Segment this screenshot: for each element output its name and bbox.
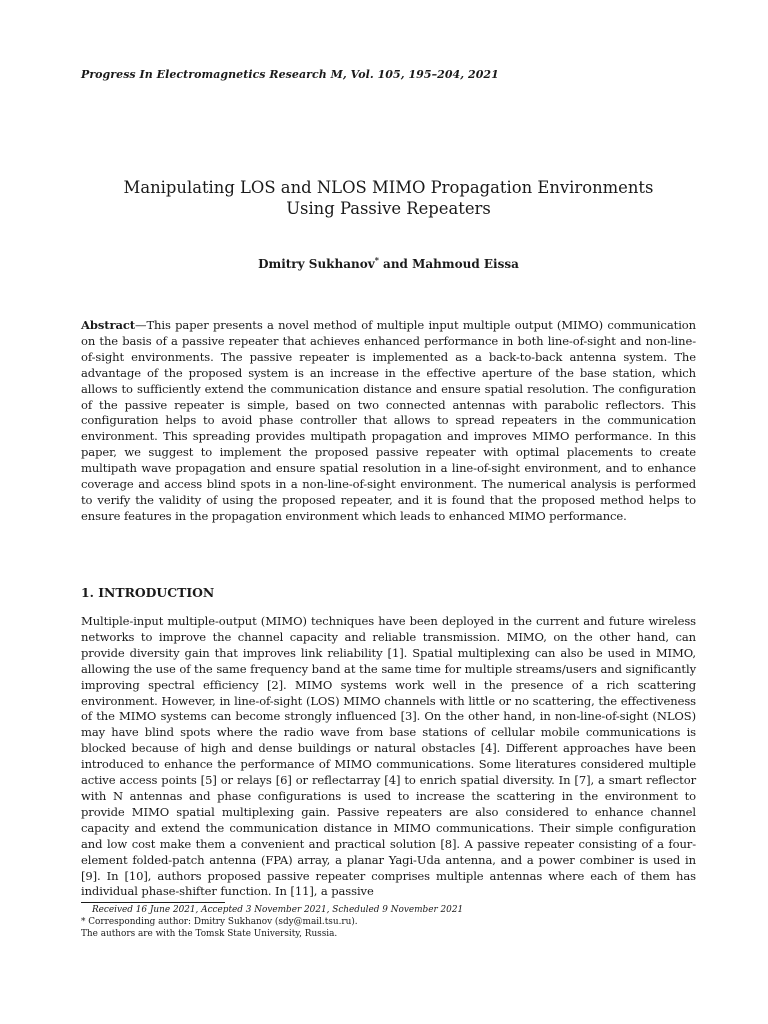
title-line-2: Using Passive Repeaters xyxy=(286,199,491,218)
journal-citation: Progress In Electromagnetics Research M, Vol. 105, 195–204, 2021 xyxy=(81,68,499,81)
introduction-text: Multiple-input multiple-output (MIMO) techniques have been deployed in the current and future wireless networks to improve the channel capacity and reliable transmission. MIMO, on the other hand, can provide diversity gain that improves link reliability [1]. Spatial multiplexing can also be used in MIMO, allowing the use of the same frequency band at the same time for multiple streams/users and significantly improving spectral efficiency [2]. MIMO systems work well in the presence of a rich scattering environment. However, in line-of-sight (LOS) MIMO channels with little or no scattering, the effectiveness of the MIMO systems can become strongly influenced [3]. On the other hand, in non-line-of-sight (NLOS) may have blind spots where the radio wave from base stations of cellular mobile communications is blocked because of high and dense buildings or natural obstacles [4]. Different approaches have been introduced to enhance the performance of MIMO communications. Some literatures considered multiple active access points [5] or relays [6] or reflectarray [4] to enrich spatial diversity. In [7], a smart reflector with N antennas and phase configurations is used to increase the scattering in the environment to provide MIMO spatial multiplexing gain. Passive repeaters are also considered to enhance channel capacity and extend the communication distance in MIMO communications. Their simple configuration and low cost make them a convenient and practical solution [8]. A passive repeater consisting of a four-element folded-patch antenna (FPA) array, a planar Yagi-Uda antenna, and a power combiner is used in [9]. In [10], authors proposed passive repeater comprises multiple antennas where each of them has individual phase-shifter function. In [11], a passive xyxy=(81,614,696,899)
corresponding-author-mark: * xyxy=(374,255,379,265)
abstract-label: Abstract xyxy=(81,318,135,332)
section-heading: 1. INTRODUCTION xyxy=(81,585,215,600)
paper-title xyxy=(81,177,696,219)
title-line-1: Manipulating LOS and NLOS MIMO Propagation Environments xyxy=(123,178,654,197)
corresponding-author-note: * Corresponding author: Dmitry Sukhanov (sdy@mail.tsu.ru). xyxy=(81,917,358,927)
received-dates: Received 16 June 2021, Accepted 3 November 2021, Scheduled 9 November 2021 xyxy=(92,905,464,915)
author-list xyxy=(81,255,696,271)
abstract xyxy=(81,318,696,525)
abstract-text: —This paper presents a novel method of multiple input multiple output (MIMO) communication on the basis of a passive repeater that achieves enhanced performance in both line-of-sight and non-line-of-sight environments. The passive repeater is implemented as a back-to-back antenna system. The advantage of the proposed system is an increase in the effective aperture of the base station, which allows to sufficiently extend the communication distance and ensure spatial resolution. The configuration of the passive repeater is simple, based on two connected antennas with parabolic reflectors. This configuration helps to avoid phase controller that allows to spread repeaters in the communication environment. This spreading provides multipath propagation and improves MIMO performance. In this paper, we suggest to implement the proposed passive repeater with optimal placements to create multipath wave propagation and ensure spatial resolution in a line-of-sight environment, and to enhance coverage and access blind spots in a non-line-of-sight environment. The numerical analysis is performed to verify the validity of using the proposed repeater, and it is found that the proposed method helps to ensure features in the propagation environment which leads to enhanced MIMO performance. xyxy=(81,318,696,523)
author-name: Dmitry Sukhanov xyxy=(258,257,375,271)
author-name: and Mahmoud Eissa xyxy=(378,257,519,271)
footnote-divider xyxy=(81,902,225,903)
affiliation-note: The authors are with the Tomsk State University, Russia. xyxy=(81,929,338,939)
